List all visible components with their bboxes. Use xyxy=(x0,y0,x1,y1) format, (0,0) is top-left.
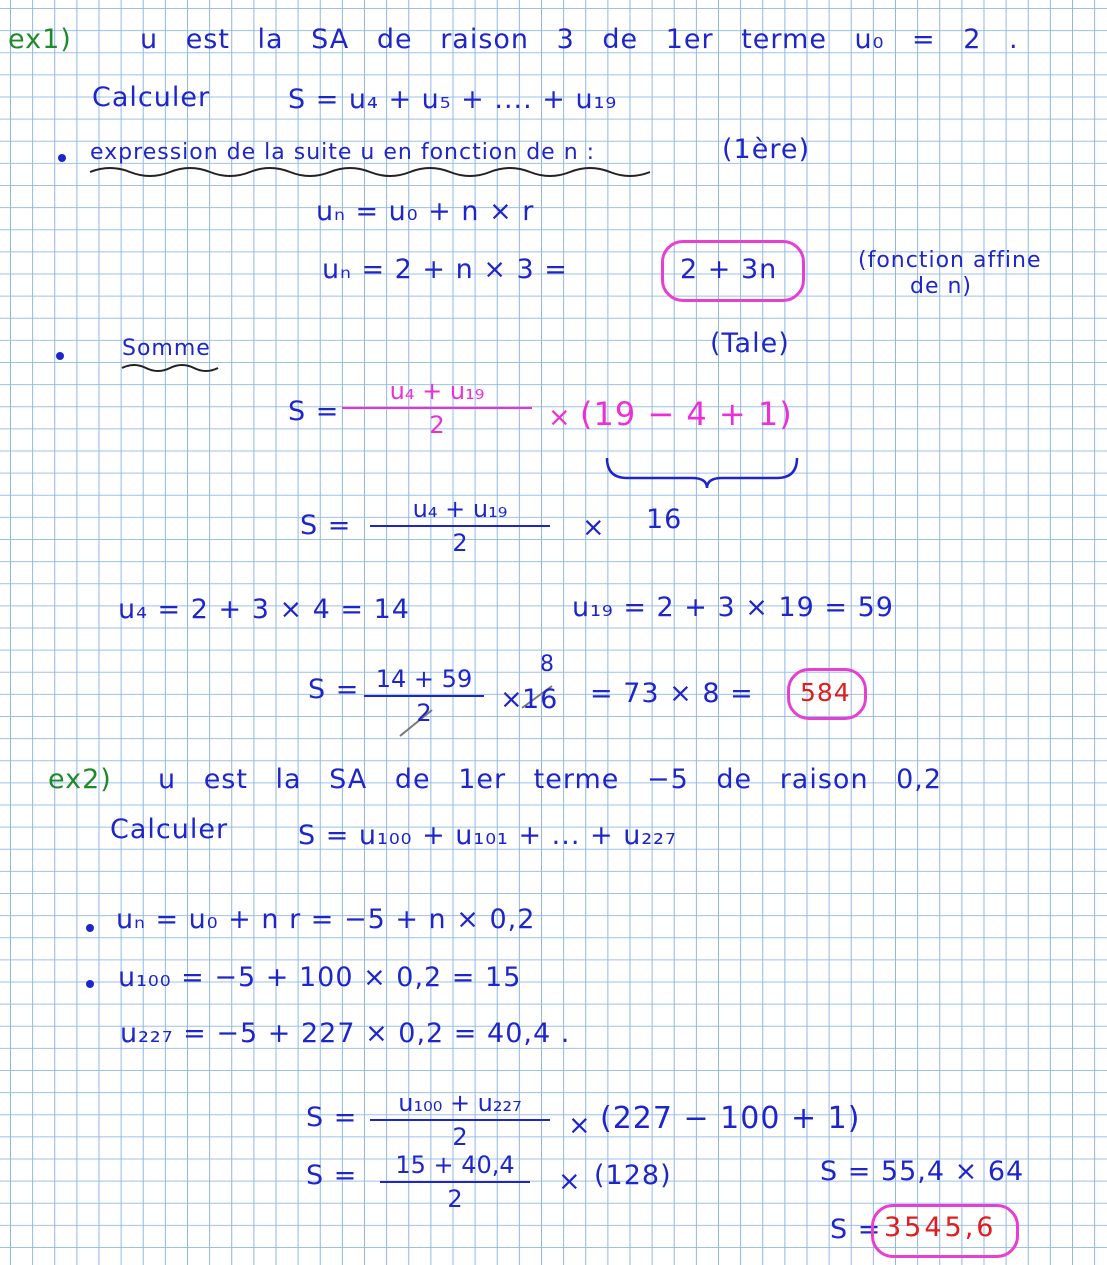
ex2-count-value: (128) xyxy=(594,1160,672,1191)
ex1-affine-note-1: (fonction affine xyxy=(858,248,1042,273)
times-sign: × xyxy=(500,684,524,715)
s-label: S = xyxy=(306,1102,358,1133)
bullet xyxy=(58,154,66,162)
times-sign: × xyxy=(582,512,606,543)
ex1-formula-general: uₙ = u₀ + n × r xyxy=(316,196,535,227)
times-sign: × xyxy=(558,1166,582,1197)
ex1-formula-specific: uₙ = 2 + n × 3 = xyxy=(322,254,568,285)
ex2-calculer: Calculer xyxy=(110,814,229,845)
ex1-level-premiere: (1ère) xyxy=(722,134,810,165)
ex2-sum-definition: S = u₁₀₀ + u₁₀₁ + ... + u₂₂₇ xyxy=(298,820,677,851)
s-label: S = xyxy=(288,396,340,427)
fraction-denominator: 2 xyxy=(429,411,445,440)
fraction-numerator: u₄ + u₁₉ xyxy=(412,495,508,523)
fraction-bar xyxy=(364,695,484,697)
ex2-count-expression: (227 − 100 + 1) xyxy=(600,1101,861,1136)
s-label: S = xyxy=(306,1160,358,1191)
ex2-sum-fraction-2 xyxy=(380,1152,530,1213)
fraction-bar xyxy=(380,1181,530,1183)
ex2-general-term: uₙ = u₀ + n r = −5 + n × 0,2 xyxy=(116,904,536,935)
ex2-statement: u est la SA de 1er terme −5 de raison 0,2 xyxy=(158,764,943,795)
s-label: S = xyxy=(300,510,352,541)
ex1-final-multiplier: 16 xyxy=(522,684,559,715)
fraction-denominator: 2 xyxy=(447,1185,463,1214)
ex1-label: ex1) xyxy=(8,24,72,55)
ex1-final-fraction xyxy=(364,666,484,727)
ex1-final-equation: = 73 × 8 = xyxy=(590,678,754,709)
ex1-sum-fraction-2 xyxy=(370,496,550,557)
ex2-final-result: 3545,6 xyxy=(884,1212,997,1243)
s-label: S = xyxy=(308,674,360,705)
fraction-denominator: 2 xyxy=(416,699,432,728)
fraction-denominator: 2 xyxy=(452,1123,468,1152)
ex2-sum-fraction xyxy=(370,1090,550,1151)
fraction-numerator: 14 + 59 xyxy=(375,665,473,693)
ex1-sum-fraction xyxy=(342,378,532,439)
ex2-u100-calc: u₁₀₀ = −5 + 100 × 0,2 = 15 xyxy=(118,962,522,993)
times-sign: × xyxy=(548,402,572,433)
bullet xyxy=(86,924,94,932)
ex1-count-expression: (19 − 4 + 1) xyxy=(580,395,793,433)
ex1-count-value: 16 xyxy=(646,504,683,535)
fraction-denominator: 2 xyxy=(452,529,468,558)
ex1-section-expression: expression de la suite u en fonction de n : xyxy=(90,140,596,165)
ex1-level-terminale: (Tale) xyxy=(710,328,790,359)
ex2-u227-calc: u₂₂₇ = −5 + 227 × 0,2 = 40,4 . xyxy=(120,1018,571,1049)
ex1-calculer: Calculer xyxy=(92,82,211,113)
ex1-final-reduced: 8 xyxy=(540,652,555,677)
fraction-numerator: u₁₀₀ + u₂₂₇ xyxy=(398,1089,522,1117)
bullet xyxy=(86,980,94,988)
ex1-sum-definition: S = u₄ + u₅ + .... + u₁₉ xyxy=(288,84,618,115)
ex2-label: ex2) xyxy=(48,764,112,795)
fraction-numerator: 15 + 40,4 xyxy=(395,1151,515,1179)
ex1-final-result: 584 xyxy=(800,678,851,707)
fraction-bar xyxy=(370,1119,550,1121)
ex1-formula-result: 2 + 3n xyxy=(680,254,778,285)
times-sign: × xyxy=(568,1110,592,1141)
bullet xyxy=(56,352,64,360)
ex1-statement: u est la SA de raison 3 de 1er terme u₀ = 2 . xyxy=(140,24,1019,55)
ex2-product-line: S = 55,4 × 64 xyxy=(820,1156,1025,1187)
fraction-numerator: u₄ + u₁₉ xyxy=(389,377,485,405)
ex2-result-prefix: S = xyxy=(830,1214,882,1245)
ex1-u4-calc: u₄ = 2 + 3 × 4 = 14 xyxy=(118,594,410,625)
ex1-section-somme: Somme xyxy=(122,336,211,361)
ex1-u19-calc: u₁₉ = 2 + 3 × 19 = 59 xyxy=(572,592,894,623)
ex1-affine-note-2: de n) xyxy=(910,274,973,299)
fraction-bar xyxy=(342,407,532,409)
fraction-bar xyxy=(370,525,550,527)
